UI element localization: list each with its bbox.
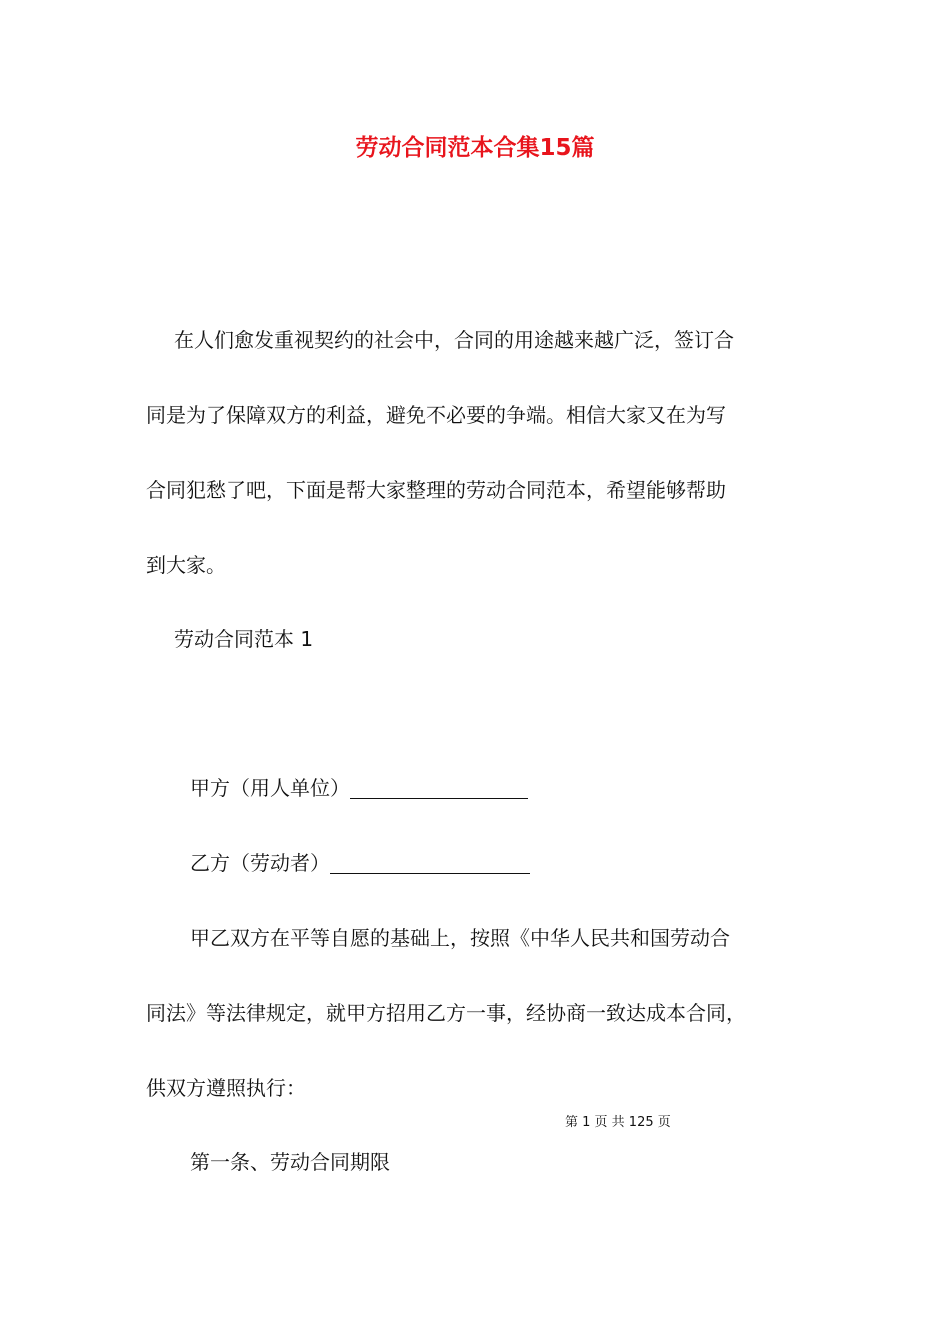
page-indicator: 第 1 页 共 125 页 [565, 1115, 671, 1130]
intro-line-1: 在人们愈发重视契约的社会中，合同的用途越来越广泛，签订合 [174, 328, 734, 352]
intro-line-2: 同是为了保障双方的利益，避免不必要的争端。相信大家又在为写 [146, 403, 726, 427]
article-1-heading: 第一条、劳动合同期限 [190, 1150, 390, 1174]
party-a-label: 甲方（用人单位） [190, 776, 350, 800]
party-b-label: 乙方（劳动者） [190, 851, 330, 875]
section-heading: 劳动合同范本 1 [174, 627, 314, 651]
intro-line-3: 合同犯愁了吧，下面是帮大家整理的劳动合同范本，希望能够帮助 [146, 478, 726, 502]
preamble-line-1: 甲乙双方在平等自愿的基础上，按照《中华人民共和国劳动合 [190, 926, 730, 950]
preamble-line-3: 供双方遵照执行： [146, 1076, 306, 1100]
party-b-blank [330, 853, 530, 874]
intro-line-4: 到大家。 [146, 553, 226, 577]
party-a-line [190, 774, 528, 802]
preamble-line-2: 同法》等法律规定，就甲方招用乙方一事，经协商一致达成本合同， [146, 1001, 746, 1025]
party-a-blank [350, 778, 528, 799]
party-b-line [190, 849, 530, 877]
document-title: 劳动合同范本合集15篇 [355, 135, 595, 161]
